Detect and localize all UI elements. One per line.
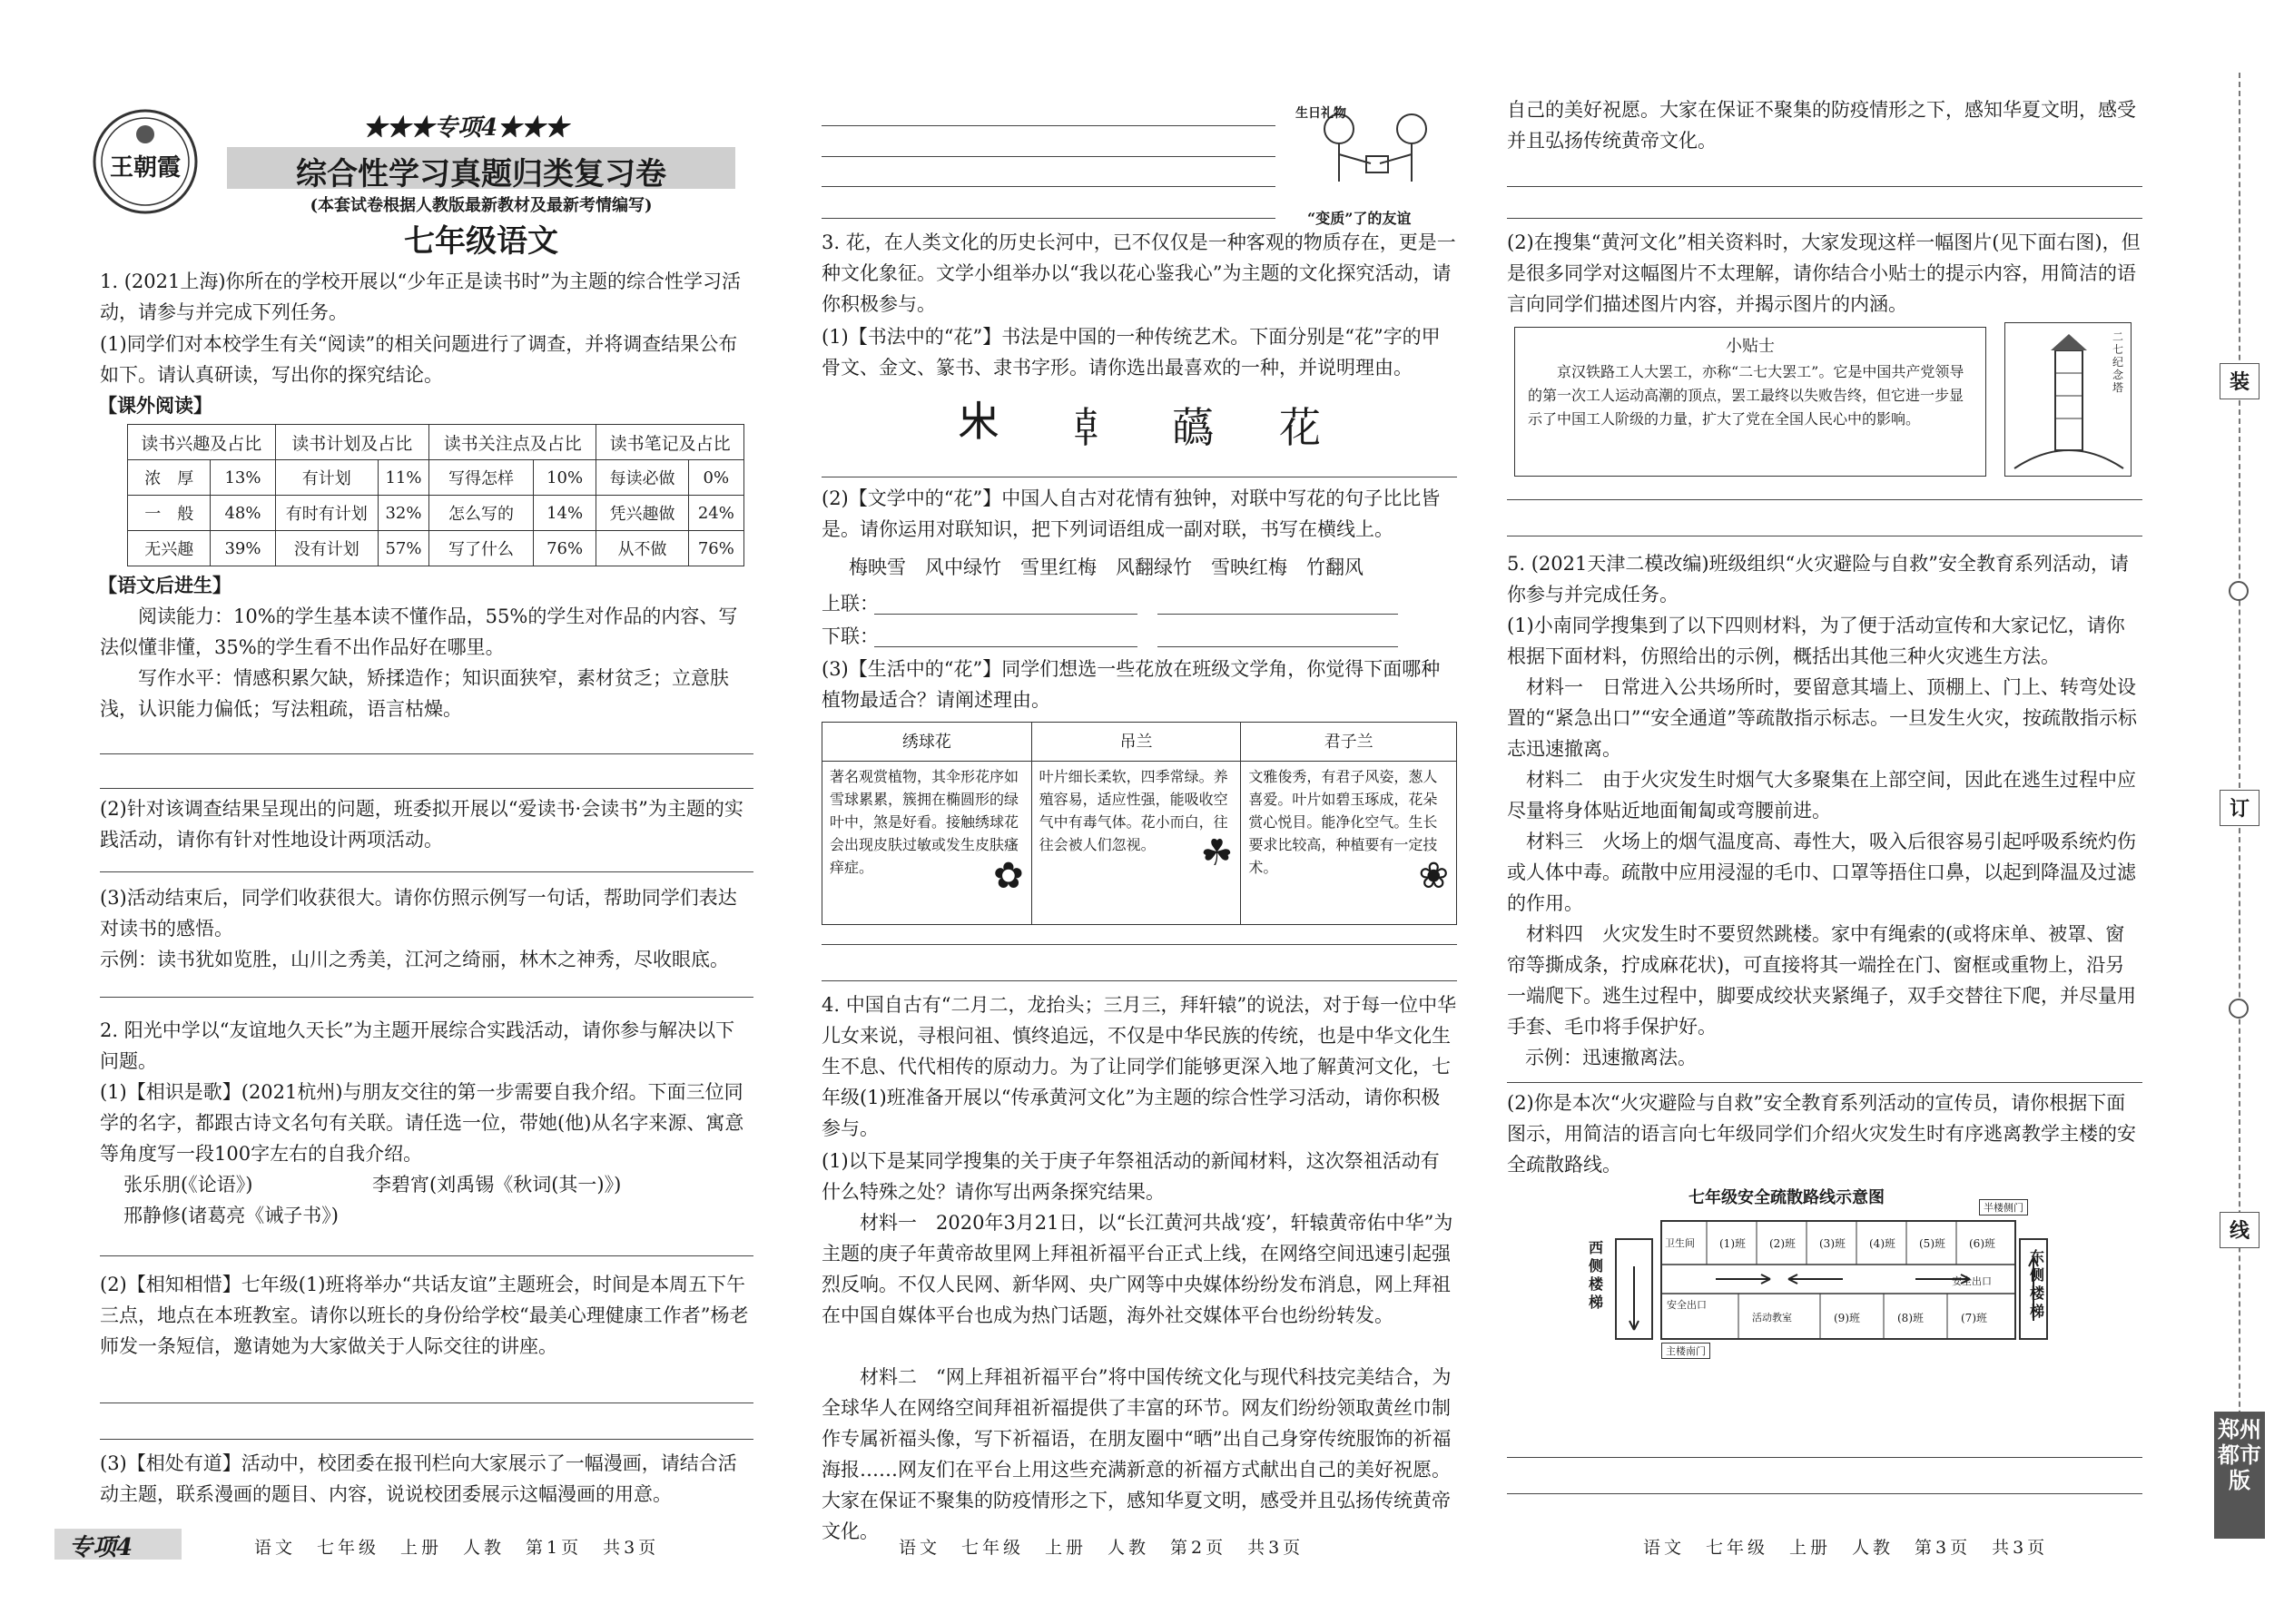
room-label: 卫生间 bbox=[1665, 1237, 1695, 1249]
q4-sub1: (1)以下是某同学搜集的关于庚子年祭祖活动的新闻材料，这次祭祖活动有什么特殊之处？请你写出两条探究结果。 bbox=[822, 1150, 1440, 1203]
upper-label: 上联： bbox=[822, 593, 879, 615]
footer-page-2: 语文 七年级 上册 人教 第2页 共3页 bbox=[899, 1538, 1305, 1558]
footer-page-1: 语文 七年级 上册 人教 第1页 共3页 bbox=[254, 1538, 660, 1558]
q4-material-1: 材料一 2020年3月21日，以“长江黄河共战‘疫’，轩辕黄帝佑中华”为主题的庚子年黄帝故里网上拜祖祈福平台正式上线，在网络空间迅速引起强烈反响。不仅人民网、新华网、央广网等中央媒体纷纷发布消息，网上拜祖在中国自媒体平台也成为热门话题，海外社交媒体平台也纷纷转发。 bbox=[822, 1212, 1453, 1326]
door-label: 半楼侧门 bbox=[1979, 1199, 2028, 1216]
binding-label-xian: 线 bbox=[2220, 1212, 2260, 1248]
answer-line bbox=[100, 753, 753, 754]
answer-line bbox=[100, 788, 753, 789]
header-note: (本套试卷根据人教版最新教材及最新考情编写) bbox=[310, 196, 653, 215]
q3-sub2: (2)【文学中的“花”】中国人自古对花情有独钟，对联中写花的句子比比皆是。请你运用对联知识，把下列词语组成一副对联，书写在横线上。 bbox=[822, 487, 1441, 540]
room-label: (2)班 bbox=[1769, 1237, 1796, 1250]
answer-line bbox=[822, 218, 1275, 219]
table-header: 读书计划及占比 bbox=[275, 425, 428, 460]
table-cell: 一 般 bbox=[128, 496, 211, 531]
page-column-2 bbox=[803, 0, 1466, 1624]
table-cell: 凭兴趣做 bbox=[596, 496, 688, 531]
name-zhang: 张乐朋(《论语》) bbox=[123, 1174, 253, 1196]
table-title: 【课外阅读】 bbox=[98, 394, 212, 417]
room-label: (1)班 bbox=[1719, 1237, 1746, 1250]
cartoon-caption: “变质”了的友谊 bbox=[1307, 210, 1412, 227]
answer-line bbox=[1507, 218, 2142, 219]
tower-image bbox=[2004, 322, 2132, 477]
spider-plant-icon: ☘ bbox=[1200, 832, 1234, 874]
plant-desc-text: 文雅俊秀，有君子风姿，葱人喜爱。叶片如碧玉琢成，花朵赏心悦目。能净化空气。生长要求比较高，种植要有一定技术。 bbox=[1248, 768, 1438, 876]
plant-desc-text: 著名观赏植物，其伞形花序如雪球累累，簇拥在椭圆形的绿叶中，煞是好看。接触绣球花会出现皮肤过敏或发生皮肤瘙痒症。 bbox=[830, 768, 1019, 876]
table-cell: 从不做 bbox=[596, 531, 688, 566]
table-cell: 有计划 bbox=[275, 460, 378, 496]
table-cell: 76% bbox=[688, 531, 743, 566]
logo bbox=[91, 107, 200, 216]
q4-intro: 4. 中国自古有“二月二，龙抬头；三月三，拜轩辕”的说法，对于每一位中华儿女来说，寻根问祖、慎终追远，不仅是中华民族的传统，也是中华文化生生不息、代代相传的原动力。为了让同学们能够更深入地了解黄河文化，七年级(1)班准备开展以“传承黄河文化”为主题的综合性学习活动，请你积极参与。 bbox=[822, 994, 1457, 1139]
answer-line bbox=[1507, 1493, 2142, 1494]
answer-line bbox=[100, 1255, 753, 1256]
binding-hole-icon bbox=[2229, 999, 2249, 1019]
couplet-words: 梅映雪 风中绿竹 雪里红梅 风翻绿竹 雪映红梅 竹翻风 bbox=[849, 556, 1364, 578]
hydrangea-icon: ✿ bbox=[993, 855, 1024, 897]
page-column-1 bbox=[54, 0, 763, 1624]
room-label: (6)班 bbox=[1969, 1237, 1995, 1250]
answer-line bbox=[1507, 499, 2142, 500]
binding-label-ding: 订 bbox=[2220, 790, 2260, 826]
q1-sub2: (2)针对该调查结果呈现出的问题，班委拟开展以“爱读书·会读书”为主题的实践活动，请你有针对性地设计两项活动。 bbox=[100, 798, 743, 851]
table-cell: 怎么写的 bbox=[429, 496, 534, 531]
q5-intro: 5. (2021天津二模改编)班级组织“火灾避险与自救”安全教育系列活动，请你参与并完成任务。 bbox=[1507, 553, 2130, 605]
table-header: 读书笔记及占比 bbox=[596, 425, 744, 460]
q1-example: 示例：读书犹如览胜，山川之秀美，江河之绮丽，林木之神秀，尽收眼底。 bbox=[100, 949, 729, 970]
survey-table bbox=[127, 424, 744, 566]
table-cell: 14% bbox=[533, 496, 596, 531]
plant-header-row bbox=[822, 723, 1457, 762]
table-cell: 48% bbox=[211, 496, 275, 531]
plant-name: 绣球花 bbox=[822, 723, 1032, 762]
reading-ability: 阅读能力：10%的学生基本读不懂作品，55%的学生对作品的内容、写法似懂非懂，35%的学生看不出作品好在哪里。 bbox=[100, 605, 738, 658]
plant-desc-text: 叶片细长柔软，四季常绿。养殖容易，适应性强，能吸收空气中有毒气体。花小而白，往往会被人们忽视。 bbox=[1039, 768, 1228, 853]
q5-material-2: 材料二 由于火灾发生时烟气大多聚集在上部空间，因此在逃生过程中应尽量将身体贴近地面匍匐或弯腰前进。 bbox=[1507, 769, 2136, 822]
table-cell: 13% bbox=[211, 460, 275, 496]
answer-line bbox=[100, 997, 753, 998]
lang-title: 【语文后进生】 bbox=[98, 574, 231, 596]
q4-material-2-text: 材料二 “网上拜祖祈福平台”将中国传统文化与现代科技完美结合，为全球华人在网络空间拜祖祈福提供了丰富的环节。网友们纷纷领取黄丝巾制作专属祈福头像，写下祈福语，在朋友圈中“晒”出自己身穿传统服饰的祈福海报……网友们在平台上用这些充满新意的祈福方式献出自己的美好祝愿。大家在保证不聚集的防疫情形之下，感知华夏文明，感受并且弘扬传统黄帝文化。 bbox=[822, 1366, 1452, 1542]
plant-desc bbox=[1241, 762, 1457, 925]
q5-material-4: 材料四 火灾发生时不要贸然跳楼。家中有绳索的(或将床单、被罩、窗帘等撕成条，拧成麻花状)，可直接将其一端拴在门、窗框或重物上，沿另一端爬下。逃生过程中，脚要成绞状夹紧绳子，双手交替往下爬，并尽量用手套、毛巾将手保护好。 bbox=[1507, 923, 2136, 1038]
q2-sub2: (2)【相知相惜】七年级(1)班将举办“共话友谊”主题班会，时间是本周五下午三点，地点在本班教室。请你以班长的身份给学校“最美心理健康工作者”杨老师发一条短信，邀请她为大家做关于人际交往的讲座。 bbox=[100, 1274, 749, 1357]
q1-sub3: (3)活动结束后，同学们收获很大。请你仿照示例写一句话，帮助同学们表达对读书的感悟。 bbox=[100, 887, 737, 940]
plant-table bbox=[822, 722, 1457, 925]
plant-desc bbox=[1031, 762, 1241, 925]
q3-intro: 3. 花，在人类文化的历史长河中，已不仅仅是一种客观的物质存在，更是一种文化象征。文学小组举办以“我以花心鉴我心”为主题的文化探究活动，请你积极参与。 bbox=[822, 231, 1456, 315]
table-cell: 32% bbox=[378, 496, 428, 531]
evac-map bbox=[1589, 1202, 2052, 1357]
table-cell: 写了什么 bbox=[429, 531, 534, 566]
q1-intro: 1. (2021上海)你所在的学校开展以“少年正是读书时”为主题的综合性学习活动，请参与并完成下列任务。 bbox=[100, 271, 742, 323]
cartoon-label: 生日礼物 bbox=[1295, 106, 1346, 121]
clivia-icon: ❀ bbox=[1418, 855, 1449, 897]
q2-sub1: (1)【相识是歌】(2021杭州)与朋友交往的第一步需要自我介绍。下面三位同学的名字，都跟古诗文名句有关联。请任选一位，带她(他)从名字来源、寓意等角度写一段100字左右的自我介绍。 bbox=[100, 1081, 744, 1165]
upper-couplet bbox=[822, 588, 879, 619]
table-cell: 39% bbox=[211, 531, 275, 566]
table-cell: 没有计划 bbox=[275, 531, 378, 566]
answer-line bbox=[822, 980, 1457, 981]
header-stars: ★★★专项4★★★ bbox=[363, 114, 569, 142]
table-cell: 有时有计划 bbox=[275, 496, 378, 531]
answer-line bbox=[822, 186, 1275, 187]
answer-line bbox=[1507, 1082, 2142, 1083]
binding-line bbox=[2239, 73, 2240, 1489]
answer-line bbox=[822, 156, 1275, 157]
cartoon-image bbox=[1294, 100, 1457, 209]
lower-couplet bbox=[822, 621, 879, 652]
answer-line bbox=[822, 125, 1275, 126]
q4-sub2: (2)在搜集“黄河文化”相关资料时，大家发现这样一幅图片(见下面右图)，但是很多同学对这幅图片不太理解，请你结合小贴士的提示内容，用简洁的语言向同学们描述图片内容，并揭示图片的内涵。 bbox=[1507, 231, 2141, 315]
q1-sub1: (1)同学们对本校学生有关“阅读”的相关问题进行了调查，并将调查结果公布如下。请认真研读，写出你的探究结论。 bbox=[100, 333, 738, 386]
binding-sidebar bbox=[2212, 0, 2267, 1624]
q3-sub1: (1)【书法中的“花”】书法是中国的一种传统艺术。下面分别是“花”字的甲骨文、金文、篆书、隶书字形。请你选出最喜欢的一种，并说明理由。 bbox=[822, 326, 1441, 379]
table-cell: 76% bbox=[533, 531, 596, 566]
q2-intro: 2. 阳光中学以“友谊地久天长”为主题开展综合实践活动，请你参与解决以下问题。 bbox=[100, 1019, 735, 1072]
door-label: 主楼南门 bbox=[1661, 1343, 1710, 1359]
tower-label: 二七纪念塔 bbox=[2112, 330, 2124, 394]
room-label: (3)班 bbox=[1819, 1237, 1846, 1250]
q2-sub3: (3)【相处有道】活动中，校团委在报刊栏向大家展示了一幅漫画，请结合活动主题，联系漫画的题目、内容，说说校团委展示这幅漫画的用意。 bbox=[100, 1452, 737, 1505]
tip-box bbox=[1514, 327, 1986, 477]
logo-text: 王朝霞 bbox=[109, 154, 181, 182]
answer-line bbox=[1507, 186, 2142, 187]
lower-answer-line[interactable] bbox=[874, 646, 1137, 647]
table-cell: 无兴趣 bbox=[128, 531, 211, 566]
page-column-3 bbox=[1507, 0, 2170, 1624]
glyph-bronze: 𠦝 bbox=[1065, 403, 1107, 452]
room-label: (9)班 bbox=[1834, 1312, 1860, 1324]
glyph-oracle: 𣎵 bbox=[958, 397, 999, 446]
upper-answer-line-2[interactable] bbox=[1157, 614, 1398, 615]
glyph-seal: 蘤 bbox=[1172, 403, 1214, 452]
plant-name: 吊兰 bbox=[1031, 723, 1241, 762]
east-stairs: 东侧楼梯 bbox=[2030, 1248, 2045, 1320]
evac-title: 七年级安全疏散路线示意图 bbox=[1689, 1188, 1885, 1207]
tip-title: 小贴士 bbox=[1726, 337, 1775, 356]
plant-desc-row bbox=[822, 762, 1457, 925]
table-header: 读书关注点及占比 bbox=[429, 425, 596, 460]
table-cell: 24% bbox=[688, 496, 743, 531]
subject-title: 七年级语文 bbox=[404, 223, 558, 260]
lower-answer-line-2[interactable] bbox=[1157, 646, 1398, 647]
page-title: 综合性学习真题归类复习卷 bbox=[296, 156, 666, 192]
answer-line bbox=[100, 871, 753, 872]
table-cell: 11% bbox=[378, 460, 428, 496]
writing-level: 写作水平：情感积累欠缺，矫揉造作；知识面狭窄，素材贫乏；立意肤浅，认识能力偏低；写法粗疏，语言枯燥。 bbox=[100, 667, 729, 720]
tip-text: 京汉铁路工人大罢工，亦称“二七大罢工”。它是中国共产党领导的第一次工人运动高潮的顶点，罢工最终以失败告终，但它进一步显示了中国工人阶级的力量，扩大了党在全国人民心中的影响。 bbox=[1528, 363, 1964, 428]
brand-label: 郑州都市版 bbox=[2214, 1412, 2265, 1539]
answer-line bbox=[1507, 1457, 2142, 1458]
binding-label-zhuang: 装 bbox=[2220, 363, 2260, 399]
plant-name: 君子兰 bbox=[1241, 723, 1457, 762]
table-cell: 10% bbox=[533, 460, 596, 496]
exit-label: 安全出口 bbox=[1952, 1275, 1992, 1287]
room-label: (8)班 bbox=[1897, 1312, 1924, 1324]
table-cell: 写得怎样 bbox=[429, 460, 534, 496]
q4-material-2-cont: 自己的美好祝愿。大家在保证不聚集的防疫情形之下，感知华夏文明，感受并且弘扬传统黄帝文化。 bbox=[1507, 99, 2136, 152]
table-cell: 0% bbox=[688, 460, 743, 496]
exit-label: 安全出口 bbox=[1667, 1299, 1707, 1311]
flower-glyphs bbox=[958, 395, 1321, 452]
q5-sub2: (2)你是本次“火灾避险与自救”安全教育系列活动的宣传员，请你根据下面图示，用简洁的语言向七年级同学们介绍火灾发生时有序逃离教学主楼的安全疏散路线。 bbox=[1507, 1092, 2136, 1176]
room-label: (5)班 bbox=[1919, 1237, 1945, 1250]
upper-answer-line[interactable] bbox=[874, 614, 1137, 615]
table-cell: 57% bbox=[378, 531, 428, 566]
table-row bbox=[128, 496, 744, 531]
table-cell: 每读必做 bbox=[596, 460, 688, 496]
room-label: 活动教室 bbox=[1752, 1312, 1792, 1324]
q4-material-2 bbox=[822, 1362, 1457, 1542]
footer-page-3: 语文 七年级 上册 人教 第3页 共3页 bbox=[1643, 1538, 2049, 1558]
table-row bbox=[128, 460, 744, 496]
answer-line bbox=[100, 1439, 753, 1440]
q5-sub1: (1)小南同学搜集到了以下四则材料，为了便于活动宣传和大家记忆，请你根据下面材料，仿照给出的示例，概括出其他三种火灾逃生方法。 bbox=[1507, 615, 2125, 667]
q5-example: 示例：迅速撤离法。 bbox=[1525, 1047, 1697, 1068]
glyph-clerical: 花 bbox=[1279, 403, 1321, 452]
table-row bbox=[128, 531, 744, 566]
room-label: (4)班 bbox=[1869, 1237, 1895, 1250]
footer-tag: 专项4 bbox=[69, 1534, 133, 1561]
q3-sub3: (3)【生活中的“花”】同学们想选一些花放在班级文学角，你觉得下面哪种植物最适合？请阐述理由。 bbox=[822, 658, 1441, 711]
room-label: (7)班 bbox=[1961, 1312, 1987, 1324]
q5-material-1: 材料一 日常进入公共场所时，要留意其墙上、顶棚上、门上、转弯处设置的“紧急出口”“安全通道”等疏散指示标志。一旦发生火灾，按疏散指示标志迅速撤离。 bbox=[1507, 676, 2137, 760]
name-xing: 邢静修(诸葛亮《诫子书》) bbox=[123, 1205, 339, 1226]
west-stairs: 西侧楼梯 bbox=[1589, 1239, 1604, 1311]
binding-hole-icon bbox=[2229, 581, 2249, 601]
name-li: 李碧宵(刘禹锡《秋词(其一)》) bbox=[372, 1174, 622, 1196]
plant-desc bbox=[822, 762, 1032, 925]
table-cell: 浓 厚 bbox=[128, 460, 211, 496]
table-header-row bbox=[128, 425, 744, 460]
answer-line bbox=[822, 944, 1457, 945]
lower-label: 下联： bbox=[822, 625, 879, 647]
table-header: 读书兴趣及占比 bbox=[128, 425, 276, 460]
q5-material-3: 材料三 火场上的烟气温度高、毒性大，吸入后很容易引起呼吸系统灼伤或人体中毒。疏散中应用浸湿的毛巾、口罩等捂住口鼻，以起到降温及过滤的作用。 bbox=[1507, 831, 2136, 914]
